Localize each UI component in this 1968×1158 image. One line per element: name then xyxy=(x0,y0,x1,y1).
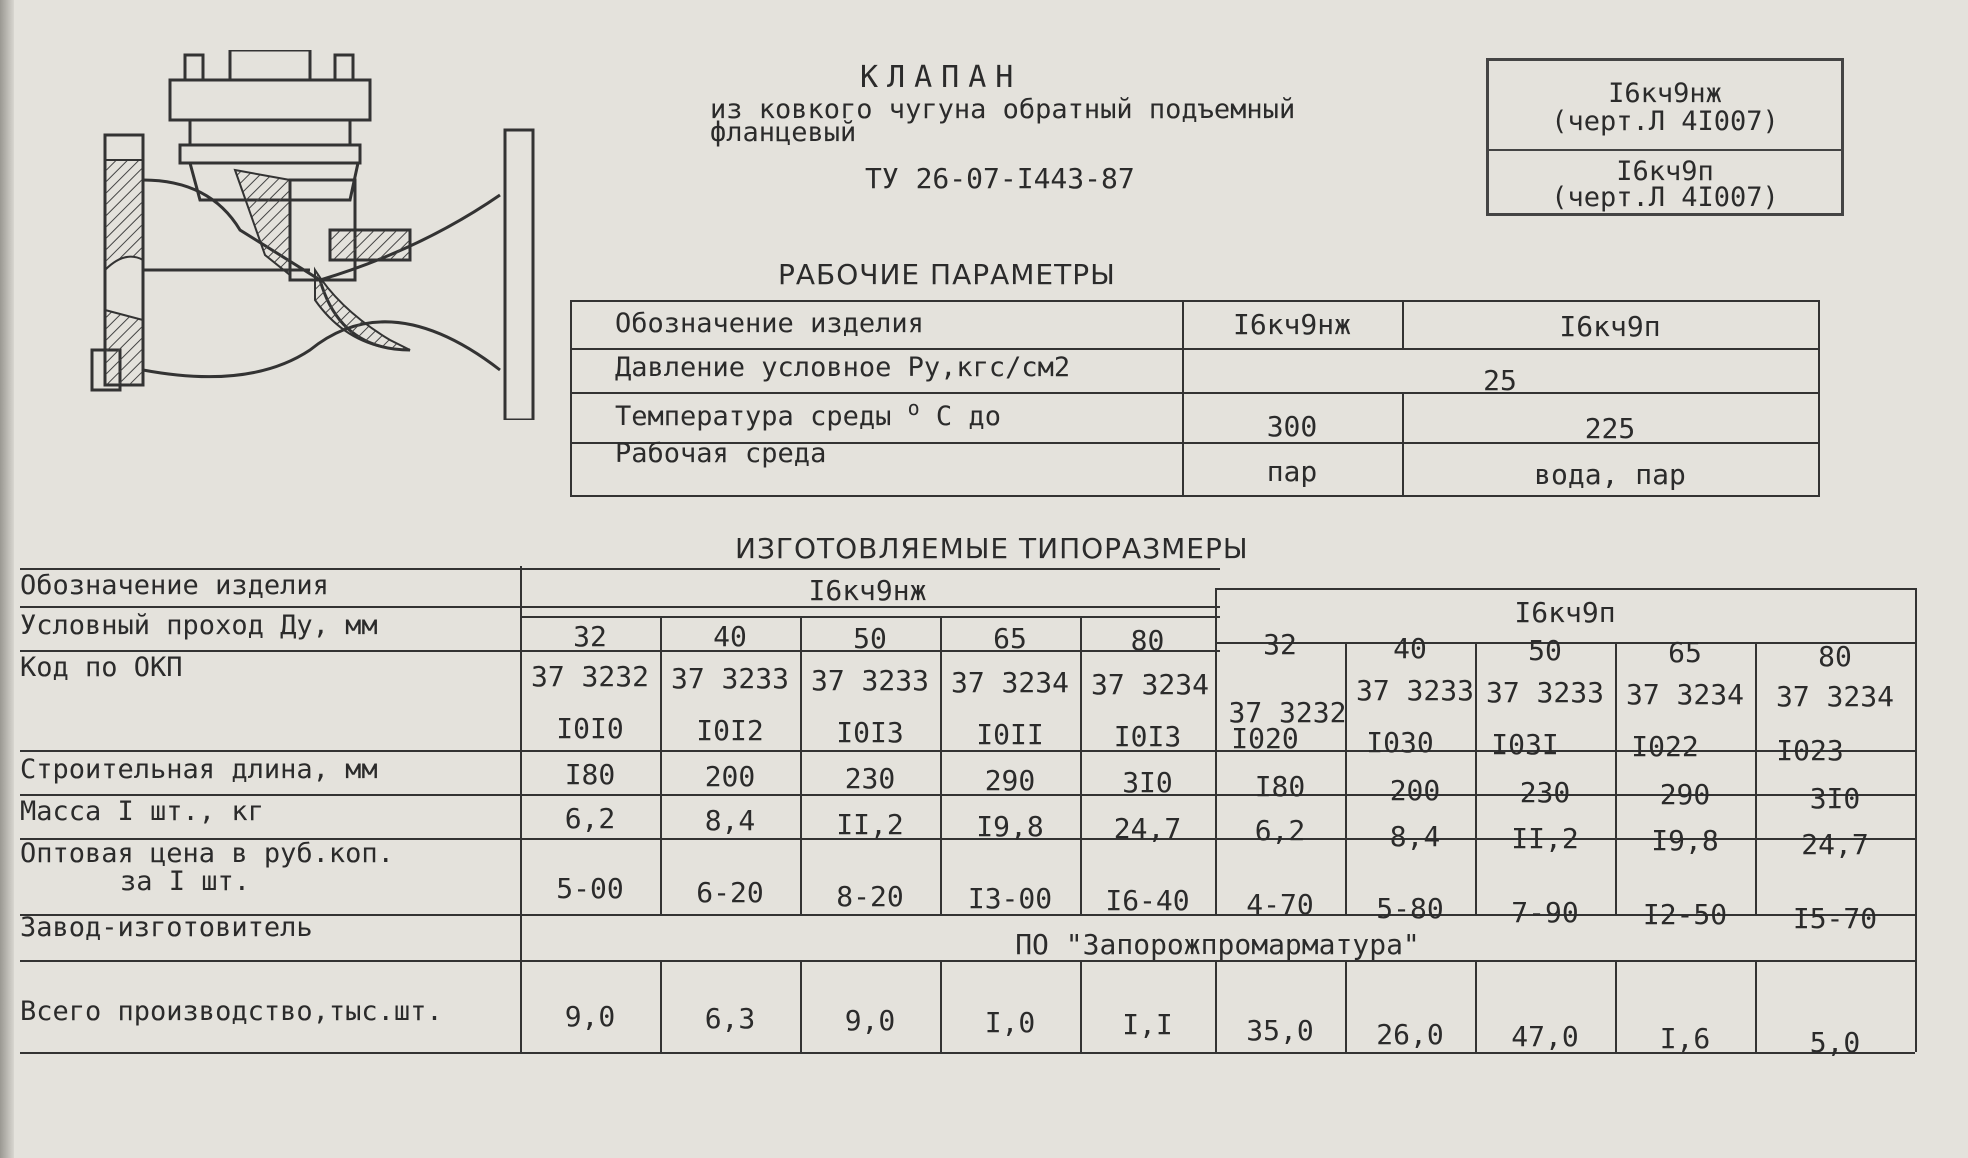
col-3-okp2: I0I3 xyxy=(836,716,904,749)
code-drawing-2: (черт.Л 4I007) xyxy=(1551,182,1779,213)
col-5-dn: 80 xyxy=(1130,624,1165,657)
group-header-a: I6кч9нж xyxy=(808,574,927,607)
col-8-dn: 50 xyxy=(1528,634,1562,667)
temp-label-suffix: С до xyxy=(935,401,1001,432)
col-4-length: 290 xyxy=(984,764,1036,797)
col-8-length: 230 xyxy=(1519,776,1571,809)
params-row-pressure-label: Давление условное Ру,кгс/см2 xyxy=(615,352,1071,383)
drawing-code-box xyxy=(1486,58,1844,216)
col-1-price: 5-00 xyxy=(556,872,624,905)
doc-subtitle-1: из ковкого чугуна обратный подъемный xyxy=(710,94,1296,125)
col-2-price: 6-20 xyxy=(696,876,764,909)
col-10-mass: 24,7 xyxy=(1801,828,1869,861)
row-label-length: Строительная длина, мм xyxy=(20,754,378,785)
col-9-price: I2-50 xyxy=(1642,898,1728,931)
row-label-okp: Код по ОКП xyxy=(20,652,183,683)
params-row-designation-b: I6кч9п xyxy=(1559,310,1661,343)
params-row-medium-a: пар xyxy=(1266,455,1318,488)
code-model-2: I6кч9п xyxy=(1616,156,1714,187)
col-6-price: 4-70 xyxy=(1246,888,1314,921)
col-5-price: I6-40 xyxy=(1105,884,1190,917)
col-2-total: 6,3 xyxy=(704,1002,756,1035)
code-drawing-1: (черт.Л 4I007) xyxy=(1551,106,1779,137)
col-7-price: 5-80 xyxy=(1376,892,1444,925)
col-7-total: 26,0 xyxy=(1376,1018,1444,1051)
col-3-mass: II,2 xyxy=(836,808,904,841)
col-2-okp2: I0I2 xyxy=(696,714,764,747)
row-label-designation: Обозначение изделия xyxy=(20,570,329,601)
col-5-mass: 24,7 xyxy=(1113,812,1182,845)
group-header-b: I6кч9п xyxy=(1514,596,1616,629)
row-label-price-2: за I шт. xyxy=(120,866,251,897)
params-table xyxy=(570,300,1820,500)
col-6-dn: 32 xyxy=(1263,628,1297,661)
col-1-dn: 32 xyxy=(573,620,607,653)
params-row-temp-a: 300 xyxy=(1266,410,1318,443)
col-8-price: 7-90 xyxy=(1511,896,1579,929)
scan-edge xyxy=(0,0,14,1158)
col-8-okp2: I03I xyxy=(1491,728,1559,761)
col-1-total: 9,0 xyxy=(564,1000,616,1033)
col-1-okp2: I0I0 xyxy=(556,712,624,745)
col-6-length: I80 xyxy=(1254,770,1306,803)
code-model-1: I6кч9нж xyxy=(1608,78,1722,109)
col-10-dn: 80 xyxy=(1818,640,1852,673)
degree-mark: о xyxy=(907,396,920,420)
params-row-medium-b: вода, пар xyxy=(1534,458,1686,491)
row-label-total: Всего производство,тыс.шт. xyxy=(20,996,443,1027)
col-6-total: 35,0 xyxy=(1246,1014,1314,1047)
valve-drawing xyxy=(90,50,550,420)
col-2-dn: 40 xyxy=(713,620,747,653)
col-10-total: 5,0 xyxy=(1809,1026,1861,1059)
col-5-length: 3I0 xyxy=(1122,766,1173,799)
col-9-total: I,6 xyxy=(1659,1022,1711,1055)
col-10-price: I5-70 xyxy=(1792,902,1878,935)
col-7-mass: 8,4 xyxy=(1389,820,1441,853)
doc-tu-number: ТУ 26-07-I443-87 xyxy=(865,162,1135,195)
temp-label-text: Температура среды xyxy=(615,401,892,432)
code-box-divider xyxy=(1489,149,1841,151)
params-row-designation-a: I6кч9нж xyxy=(1232,308,1351,341)
params-row-pressure-value: 25 xyxy=(1483,364,1517,397)
col-7-dn: 40 xyxy=(1393,632,1427,665)
col-8-total: 47,0 xyxy=(1511,1020,1579,1053)
params-row-temp-label xyxy=(615,396,1001,432)
params-row-designation-label: Обозначение изделия xyxy=(615,308,924,339)
col-3-dn: 50 xyxy=(853,622,887,655)
doc-title: КЛАПАН xyxy=(860,60,1023,95)
col-7-length: 200 xyxy=(1389,774,1441,807)
col-1-mass: 6,2 xyxy=(564,802,616,835)
col-6-okp2: I020 xyxy=(1231,722,1299,755)
col-9-okp1: 37 3234 xyxy=(1625,678,1744,711)
col-5-okp2: I0I3 xyxy=(1113,720,1182,753)
col-3-length: 230 xyxy=(844,762,896,795)
row-label-dn: Условный проход Ду, мм xyxy=(20,610,378,641)
col-2-mass: 8,4 xyxy=(704,804,756,837)
col-10-okp1: 37 3234 xyxy=(1775,680,1894,713)
col-4-okp2: I0II xyxy=(976,718,1044,751)
params-row-medium-label: Рабочая среда xyxy=(615,438,827,469)
col-1-length: I80 xyxy=(564,758,616,791)
col-5-total: I,I xyxy=(1122,1008,1173,1041)
row-label-mass: Масса I шт., кг xyxy=(20,796,264,827)
col-3-okp1: 37 3233 xyxy=(810,664,929,697)
col-4-okp1: 37 3234 xyxy=(950,666,1069,699)
col-7-okp2: I030 xyxy=(1366,726,1434,759)
col-1-okp1: 37 3232 xyxy=(530,660,649,693)
col-4-price: I3-00 xyxy=(967,882,1053,915)
col-7-okp1: 37 3233 xyxy=(1355,674,1474,707)
params-title: РАБОЧИЕ ПАРАМЕТРЫ xyxy=(778,258,1116,291)
col-3-price: 8-20 xyxy=(836,880,904,913)
sizes-table xyxy=(20,566,1920,1066)
doc-subtitle-2: фланцевый xyxy=(710,117,857,148)
col-6-okp1: 37 3232 xyxy=(1228,696,1347,729)
col-2-okp1: 37 3233 xyxy=(670,662,789,695)
sizes-title: ИЗГОТОВЛЯЕМЫЕ ТИПОРАЗМЕРЫ xyxy=(735,532,1249,565)
col-2-length: 200 xyxy=(704,760,756,793)
factory-name: ПО "Запорожпромарматура" xyxy=(1015,928,1420,961)
col-10-okp2: I023 xyxy=(1776,734,1844,767)
col-9-dn: 65 xyxy=(1668,636,1702,669)
col-4-mass: I9,8 xyxy=(976,810,1044,843)
col-6-mass: 6,2 xyxy=(1254,814,1306,847)
col-8-okp1: 37 3233 xyxy=(1485,676,1604,709)
col-4-dn: 65 xyxy=(993,622,1027,655)
row-label-price-1: Оптовая цена в руб.коп. xyxy=(20,838,394,869)
col-5-okp1: 37 3234 xyxy=(1090,668,1209,701)
col-10-length: 3I0 xyxy=(1809,782,1861,815)
params-row-temp-b: 225 xyxy=(1584,412,1636,445)
row-label-factory: Завод-изготовитель xyxy=(20,912,313,943)
col-3-total: 9,0 xyxy=(844,1004,896,1037)
col-8-mass: II,2 xyxy=(1511,822,1579,855)
col-9-mass: I9,8 xyxy=(1651,824,1719,857)
col-9-okp2: I022 xyxy=(1631,730,1699,763)
col-4-total: I,0 xyxy=(984,1006,1036,1039)
col-9-length: 290 xyxy=(1659,778,1711,811)
